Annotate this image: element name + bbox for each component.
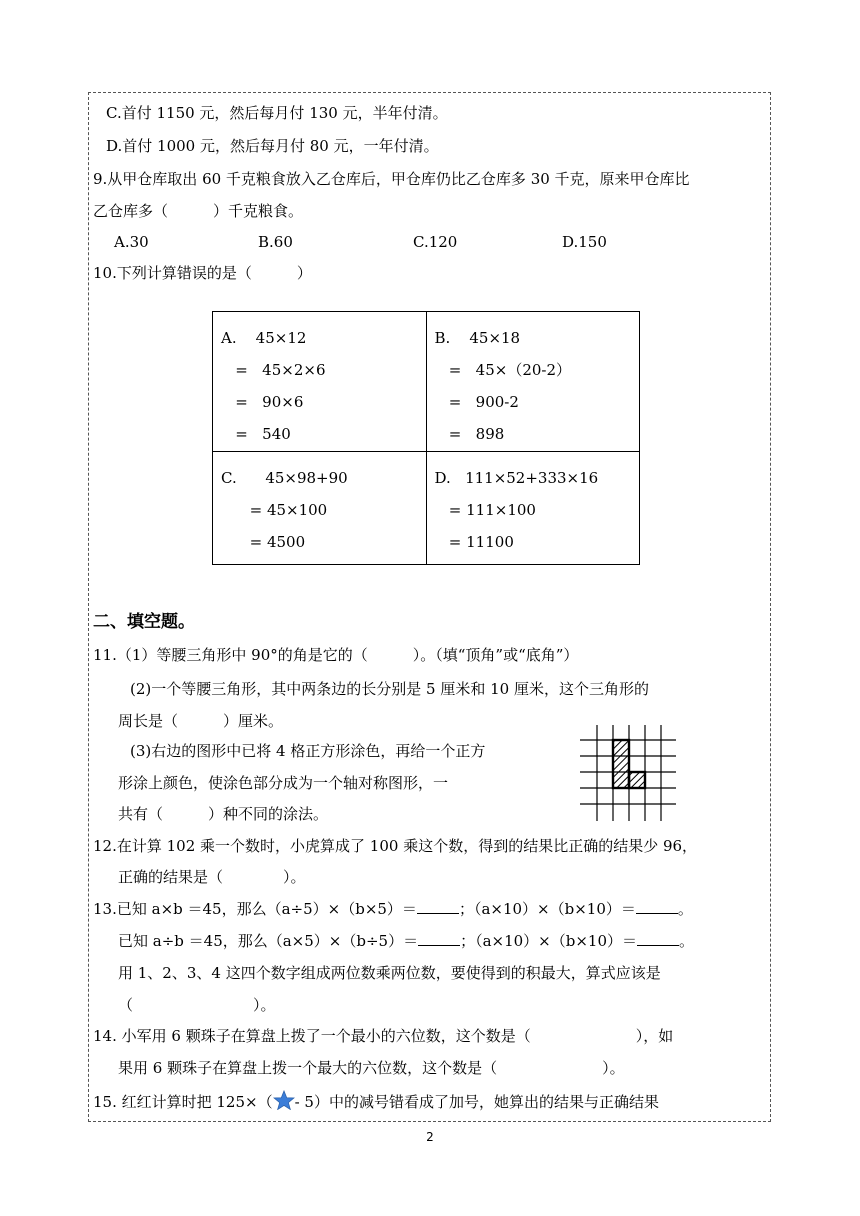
answer-blank[interactable]: [418, 931, 460, 946]
q10-d-line: = 111×100: [434, 501, 536, 519]
q10-cell-b: [426, 312, 640, 452]
q13-l2-text-c: 。: [679, 932, 695, 950]
q10-cell-d: [426, 452, 640, 565]
q15-line1: [93, 1090, 659, 1112]
q9-option-c: C.120: [413, 233, 458, 251]
q9-option-b: B.60: [258, 233, 293, 251]
q11-part2-line2: 周长是（ ）厘米。: [118, 712, 284, 730]
q13-line3: 用 1、2、3、4 这四个数字组成两位数乘两位数，要使得到的积最大，算式应该是: [118, 964, 661, 982]
q13-l2-text-a: 已知 a÷b ＝45，那么（a×5）×（b÷5）＝: [118, 932, 419, 950]
q9-stem-line2: 乙仓库多（ ）千克粮食。: [93, 202, 304, 220]
q10-b-line: = 45×（20-2）: [434, 361, 572, 379]
q11-part3-line2: 形涂上颜色，使涂色部分成为一个轴对称图形，一: [118, 774, 449, 792]
shaded-square: [613, 740, 629, 756]
q9-stem-line1: 9.从甲仓库取出 60 千克粮食放入乙仓库后，甲仓库仍比乙仓库多 30 千克，原来甲仓库比: [93, 170, 690, 188]
shaded-square: [629, 772, 645, 788]
q10-cell-c: [213, 452, 427, 565]
answer-blank[interactable]: [636, 899, 678, 914]
q11-part3-line1: (3)右边的图形中已将 4 格正方形涂色，再给一个正方: [130, 742, 486, 760]
q10-b-line: = 898: [434, 425, 505, 443]
answer-blank[interactable]: [417, 899, 459, 914]
q9-option-a: A.30: [114, 233, 149, 251]
q13-l2-text-b: ；（a×10）×（b×10）＝: [460, 932, 638, 950]
q11-part1: 11.（1）等腰三角形中 90°的角是它的（ ）。（填“顶角”或“底角”）: [93, 646, 579, 664]
q10-c-line: C. 45×98+90: [221, 469, 348, 487]
q13-line2: [118, 931, 694, 951]
answer-blank[interactable]: [637, 931, 679, 946]
q10-b-line: B. 45×18: [434, 329, 521, 347]
q15-text-pre: 15. 红红计算时把 125×（: [93, 1093, 273, 1111]
q8-option-c: C.首付 1150 元，然后每月付 130 元，半年付清。: [106, 104, 448, 122]
q10-a-line: A. 45×12: [221, 329, 307, 347]
shaded-square: [613, 772, 629, 788]
q13-line4: （ ）。: [118, 996, 276, 1014]
q11-part2-line1: (2)一个等腰三角形，其中两条边的长分别是 5 厘米和 10 厘米，这个三角形的: [130, 680, 649, 698]
q10-c-line: = 4500: [221, 533, 306, 551]
shaded-square: [613, 756, 629, 772]
q13-l1-text-c: 。: [677, 900, 693, 918]
section-title: 二、填空题。: [93, 612, 195, 632]
q10-d-line: = 11100: [434, 533, 514, 551]
q13-line1: [93, 899, 693, 919]
q12-line2: 正确的结果是（ ）。: [118, 868, 306, 886]
q10-calc-table: [212, 311, 640, 565]
q10-a-line: = 90×6: [221, 393, 304, 411]
q10-a-line: = 45×2×6: [221, 361, 326, 379]
q10-b-line: = 900-2: [434, 393, 519, 411]
q10-c-line: = 45×100: [221, 501, 328, 519]
q8-option-d: D.首付 1000 元，然后每月付 80 元，一年付清。: [106, 137, 439, 155]
q9-option-d: D.150: [562, 233, 607, 251]
q15-text-post: - 5）中的减号错看成了加号，她算出的结果与正确结果: [294, 1093, 659, 1111]
q11-part3-line3: 共有（ ）种不同的涂法。: [118, 805, 329, 823]
q14-line2: 果用 6 颗珠子在算盘上拨一个最大的六位数，这个数是（ ）。: [118, 1059, 625, 1077]
q13-l1-text-a: 13.已知 a×b ＝45，那么（a÷5）×（b×5）＝: [93, 900, 417, 918]
star-icon: [273, 1090, 295, 1110]
q11-square-grid: [580, 725, 676, 821]
page-number: 2: [426, 1130, 434, 1144]
q10-stem: 10.下列计算错误的是（ ）: [93, 264, 312, 282]
q12-line1: 12.在计算 102 乘一个数时，小虎算成了 100 乘这个数，得到的结果比正确的结果少 96，: [93, 837, 698, 855]
q14-line1: 14. 小军用 6 颗珠子在算盘上拨了一个最小的六位数，这个数是（ ），如: [93, 1027, 674, 1045]
q10-a-line: = 540: [221, 425, 291, 443]
q13-l1-text-b: ；（a×10）×（b×10）＝: [458, 900, 636, 918]
q10-cell-a: [213, 312, 427, 452]
q10-d-line: D. 111×52+333×16: [434, 469, 599, 487]
